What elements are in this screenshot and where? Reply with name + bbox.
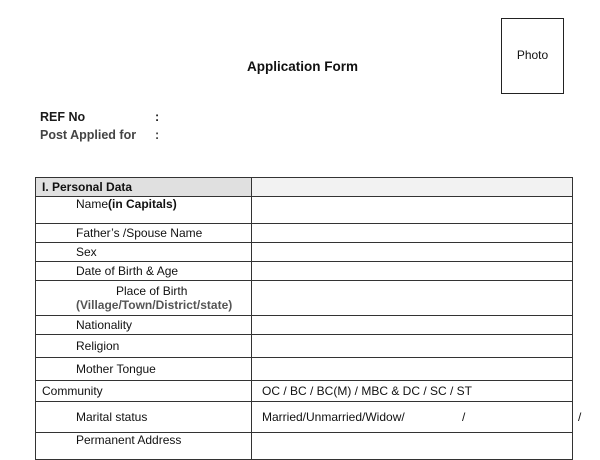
photo-label: Photo (516, 48, 549, 62)
name-label-cell (36, 197, 252, 224)
address-label: Permanent Address (36, 433, 252, 460)
nationality-label: Nationality (36, 316, 252, 335)
table-row (36, 316, 573, 335)
marital-label: Marital status (36, 402, 252, 433)
name-label: Name (76, 197, 109, 211)
marital-options-line (262, 410, 582, 424)
father-field[interactable] (252, 224, 573, 243)
marital-slash: / (578, 410, 582, 424)
sex-label: Sex (36, 243, 252, 262)
dob-label: Date of Birth & Age (36, 262, 252, 281)
religion-field[interactable] (252, 335, 573, 358)
religion-label: Religion (36, 335, 252, 358)
sex-field[interactable] (252, 243, 573, 262)
table-row (36, 335, 573, 358)
header-value-cell (252, 178, 573, 197)
table-row (36, 358, 573, 381)
marital-options-cell[interactable] (252, 402, 582, 433)
ref-no-label: REF No (40, 110, 86, 124)
table-row (36, 433, 573, 460)
form-title: Application Form (247, 59, 358, 74)
address-field[interactable] (252, 433, 573, 460)
table-row (36, 178, 573, 197)
table-row (36, 402, 573, 433)
father-label: Father’s /Spouse Name (36, 224, 252, 243)
dob-field[interactable] (252, 262, 573, 281)
community-options[interactable]: OC / BC / BC(M) / MBC & DC / SC / ST (252, 381, 573, 402)
table-row (36, 381, 573, 402)
ref-no-row (40, 110, 160, 124)
table-row (36, 243, 573, 262)
personal-data-table (35, 177, 582, 460)
table-row (36, 224, 573, 243)
post-applied-row (40, 128, 160, 142)
post-applied-label: Post Applied for (40, 128, 137, 142)
place-of-birth-note: (Village/Town/District/state) (76, 298, 233, 312)
community-label: Community (36, 381, 252, 402)
mother-tongue-field[interactable] (252, 358, 573, 381)
table-row (36, 262, 573, 281)
table-row (36, 197, 573, 224)
table-row (36, 281, 573, 316)
name-note: (in Capitals) (108, 197, 177, 211)
post-applied-colon: : (155, 128, 160, 142)
section-header: I. Personal Data (36, 178, 252, 197)
marital-slash: / (462, 410, 466, 424)
place-of-birth-label-cell (36, 281, 252, 316)
mother-tongue-label: Mother Tongue (36, 358, 252, 381)
name-field[interactable] (252, 197, 573, 224)
nationality-field[interactable] (252, 316, 573, 335)
marital-options: Married/Unmarried/Widow/ (262, 410, 405, 424)
place-of-birth-label: Place of Birth (116, 284, 188, 298)
place-of-birth-field[interactable] (252, 281, 573, 316)
photo-box (501, 18, 564, 94)
ref-no-colon: : (155, 110, 160, 124)
